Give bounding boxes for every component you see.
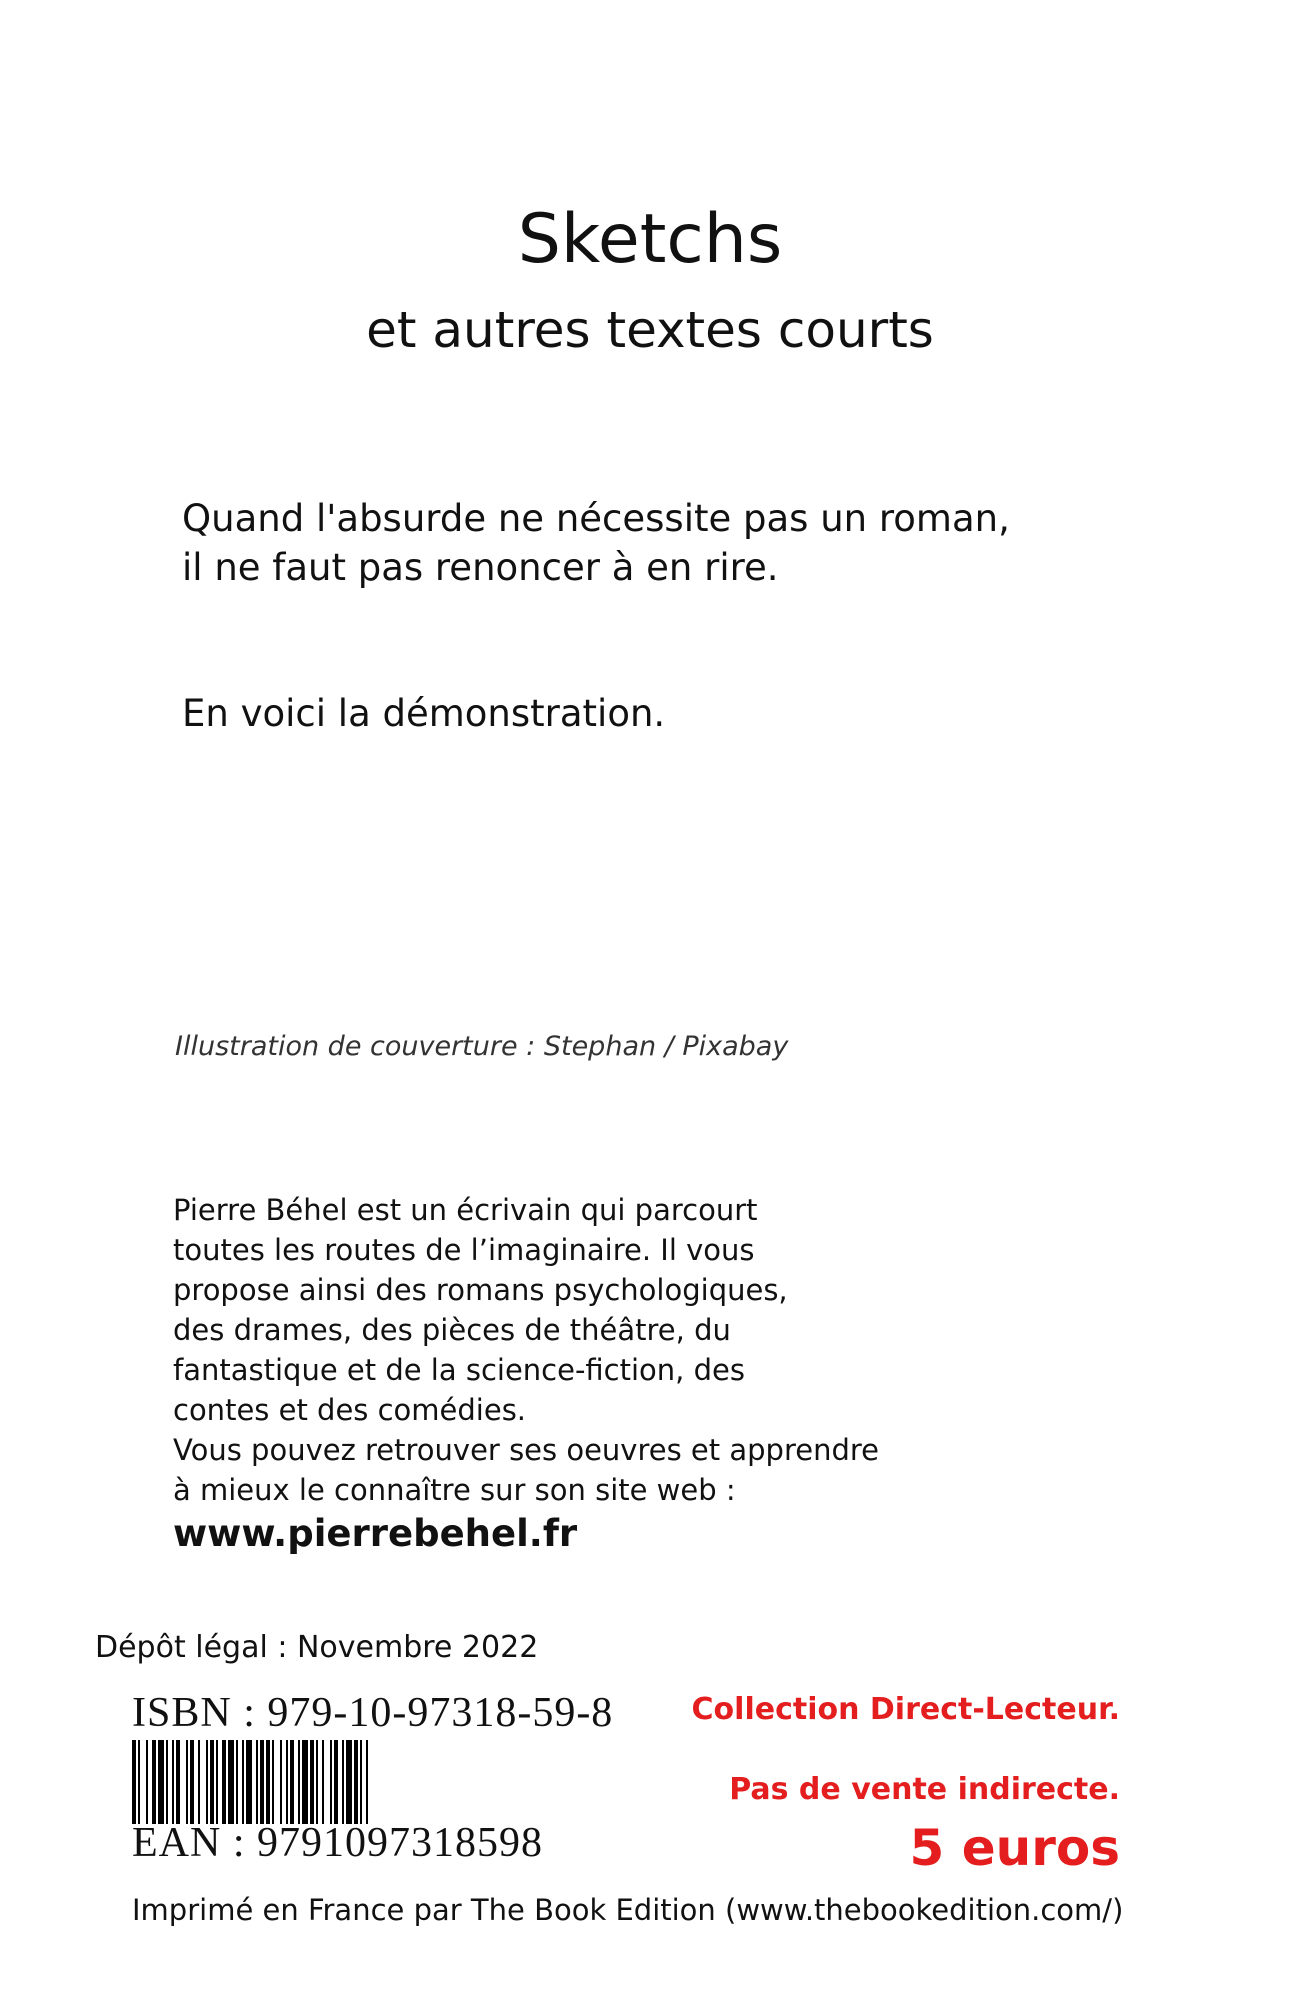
barcode-bar — [316, 1740, 318, 1824]
barcode-bar — [256, 1740, 258, 1824]
barcode-bar — [198, 1740, 200, 1824]
bio-line: Pierre Béhel est un écrivain qui parcourt — [173, 1193, 758, 1227]
barcode-bar — [166, 1740, 168, 1824]
ean-label: EAN : 9791097318598 — [132, 1820, 543, 1866]
barcode-bar — [176, 1740, 180, 1824]
blurb-line: En voici la démonstration. — [182, 692, 666, 735]
bio-line: fantastique et de la science-fiction, des — [173, 1353, 745, 1387]
book-title: Sketchs — [517, 200, 783, 279]
barcode-bar — [152, 1740, 156, 1824]
barcode-bar — [280, 1740, 282, 1824]
barcode-bar — [302, 1740, 308, 1824]
barcode-bar — [222, 1740, 226, 1824]
author-website: www.pierrebehel.fr — [173, 1512, 578, 1555]
barcode-bar — [366, 1740, 368, 1824]
bio-line: toutes les routes de l’imaginaire. Il vous — [173, 1233, 755, 1267]
barcode-bar — [132, 1740, 136, 1824]
bio-line: propose ainsi des romans psychologiques, — [173, 1273, 788, 1307]
barcode-bar — [146, 1740, 148, 1824]
barcode-bar — [354, 1740, 358, 1824]
barcode-bar — [216, 1740, 218, 1824]
illustration-credit: Illustration de couverture : Stephan / Pixabay — [175, 1031, 789, 1062]
barcode-bar — [310, 1740, 314, 1824]
collection-notice: Pas de vente indirecte. — [729, 1772, 1120, 1807]
blurb-line: Quand l'absurde ne nécessite pas un roman, — [182, 497, 1010, 540]
barcode-bar — [266, 1740, 270, 1824]
barcode-bar — [272, 1740, 274, 1824]
barcode-bar — [286, 1740, 288, 1824]
barcode-bar — [190, 1740, 194, 1824]
isbn-label: ISBN : 979-10-97318-59-8 — [132, 1690, 614, 1736]
barcode-bar — [298, 1740, 300, 1824]
blurb-line: il ne faut pas renoncer à en rire. — [182, 546, 779, 589]
barcode-bar — [260, 1740, 264, 1824]
bio-line: à mieux le connaître sur son site web : — [173, 1473, 736, 1507]
barcode-bar — [158, 1740, 164, 1824]
bio-line: contes et des comédies. — [173, 1393, 527, 1427]
printer-notice: Imprimé en France par The Book Edition (www.thebookedition.com/) — [132, 1893, 1124, 1927]
barcode-bar — [330, 1740, 332, 1824]
barcode-bar — [206, 1740, 208, 1824]
price: 5 euros — [909, 1819, 1120, 1877]
barcode-bar — [334, 1740, 338, 1824]
barcode-bar — [210, 1740, 214, 1824]
barcode-bar — [228, 1740, 234, 1824]
collection-notice: Collection Direct-Lecteur. — [691, 1692, 1120, 1727]
barcode-bar — [186, 1740, 188, 1824]
barcode-bar — [236, 1740, 238, 1824]
barcode — [132, 1740, 458, 1824]
bio-line: Vous pouvez retrouver ses oeuvres et apprendre — [173, 1433, 879, 1467]
barcode-bar — [242, 1740, 244, 1824]
barcode-bar — [172, 1740, 174, 1824]
barcode-bar — [342, 1740, 344, 1824]
barcode-bar — [138, 1740, 140, 1824]
book-subtitle: et autres textes courts — [366, 301, 934, 359]
barcode-bar — [290, 1740, 294, 1824]
barcode-bar — [346, 1740, 352, 1824]
author-bio — [173, 1190, 973, 1510]
bio-line: des drames, des pièces de théâtre, du — [173, 1313, 731, 1347]
legal-deposit: Dépôt légal : Novembre 2022 — [95, 1630, 539, 1665]
barcode-bar — [246, 1740, 252, 1824]
barcode-bar — [360, 1740, 362, 1824]
barcode-bar — [322, 1740, 324, 1824]
